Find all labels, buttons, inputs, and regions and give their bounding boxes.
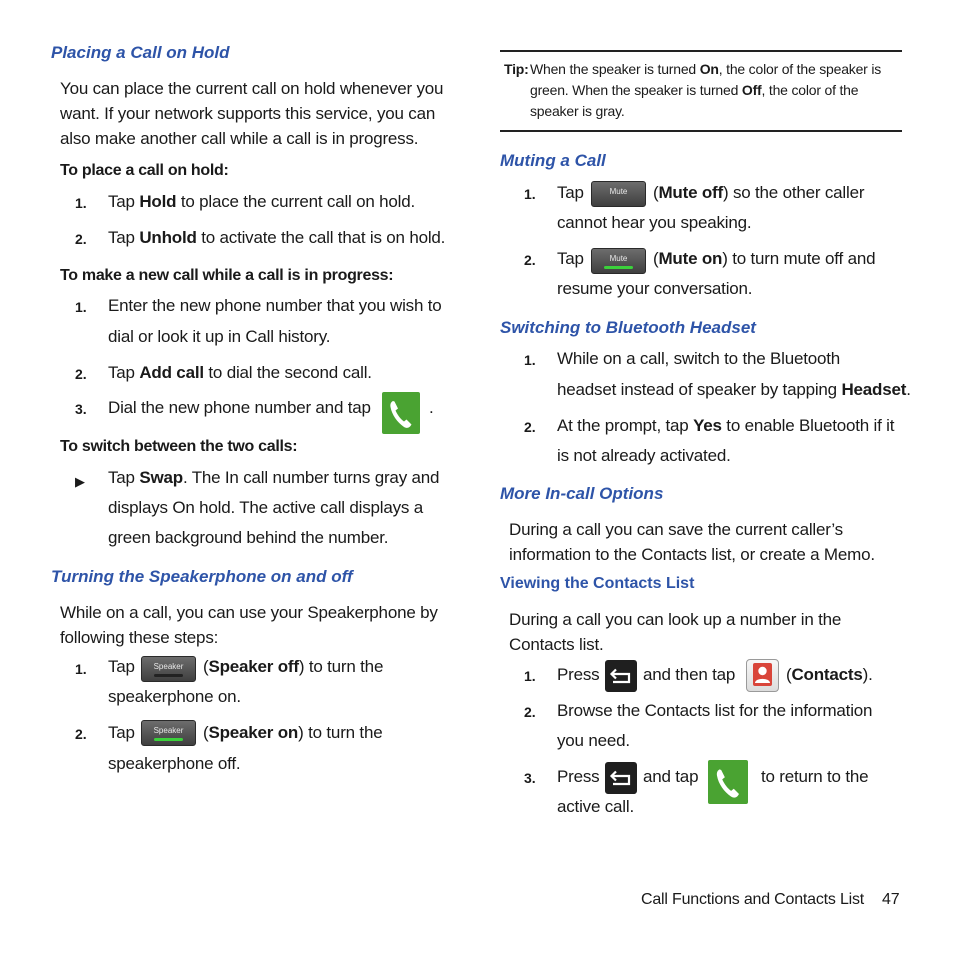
speaker-step-2-tap: Tap bbox=[108, 723, 135, 742]
step-number: 2. bbox=[524, 704, 536, 720]
new-call-step-2: Tap Add call to dial the second call. bbox=[108, 363, 372, 382]
contacts-step-3-mid: and tap bbox=[643, 767, 699, 786]
hold-lead-new-call: To make a new call while a call is in progress: bbox=[60, 267, 394, 284]
mute-step-2-tap: Tap bbox=[557, 249, 584, 268]
step-number: 3. bbox=[75, 401, 87, 417]
contacts-icon bbox=[746, 659, 779, 692]
new-call-step-1-line-1: Enter the new phone number that you wish to bbox=[108, 296, 442, 315]
contacts-step-1-press: Press bbox=[557, 665, 600, 684]
tip-bottom-rule bbox=[500, 130, 902, 132]
mute-off-button bbox=[591, 181, 646, 207]
period: . bbox=[429, 398, 434, 417]
step-number: 1. bbox=[75, 299, 87, 315]
hold-step-1: Tap Hold to place the current call on hold. bbox=[108, 192, 416, 211]
step-number: 2. bbox=[524, 419, 536, 435]
speaker-on-button bbox=[141, 720, 196, 746]
step-number: 2. bbox=[75, 231, 87, 247]
bullet-arrow-icon: ▶ bbox=[75, 474, 85, 489]
contacts-step-3-press: Press bbox=[557, 767, 600, 786]
speaker-button-label: Speaker bbox=[153, 726, 184, 735]
hold-lead-place: To place a call on hold: bbox=[60, 162, 229, 179]
speaker-intro: While on a call, you can use your Speakerphone by following these steps: bbox=[60, 603, 438, 647]
options-intro: During a call you can save the current caller’s information to the Contacts list, or create a Memo. bbox=[509, 520, 875, 564]
contacts-step-2-line-2: you need. bbox=[557, 731, 630, 750]
step-number: 2. bbox=[75, 366, 87, 382]
mute-on-indicator bbox=[604, 266, 633, 269]
tip-line-1: When the speaker is turned On, the color of the speaker is bbox=[530, 61, 882, 77]
speaker-off-button bbox=[141, 656, 196, 682]
hold-lead-switch: To switch between the two calls: bbox=[60, 438, 298, 455]
hold-heading: Placing a Call on Hold bbox=[51, 43, 230, 62]
contacts-heading: Viewing the Contacts List bbox=[500, 575, 695, 592]
mute-step-2-text: (Mute on) to turn mute off and bbox=[653, 249, 876, 268]
speaker-off-indicator bbox=[154, 674, 183, 677]
contacts-step-3-line-2: active call. bbox=[557, 797, 634, 816]
speaker-step-1-line-2: speakerphone on. bbox=[108, 687, 241, 706]
tip-label: Tip: bbox=[504, 61, 529, 77]
new-call-step-3: Dial the new phone number and tap bbox=[108, 398, 371, 417]
contacts-step-2-line-1: Browse the Contacts list for the information bbox=[557, 701, 873, 720]
step-number: 1. bbox=[524, 668, 536, 684]
step-number: 2. bbox=[524, 252, 536, 268]
tip-line-2: green. When the speaker is turned Off, the color of the bbox=[530, 82, 859, 98]
back-icon bbox=[605, 762, 637, 794]
bluetooth-step-2-line-2: is not already activated. bbox=[557, 446, 731, 465]
speaker-step-2-line-2: speakerphone off. bbox=[108, 754, 241, 773]
hold-intro: You can place the current call on hold whenever you want. If your network supports this service, you can also make another call while a call is in progress. bbox=[60, 79, 444, 148]
options-heading: More In-call Options bbox=[500, 484, 664, 503]
bluetooth-step-2-line-1: At the prompt, tap Yes to enable Bluetooth if it bbox=[557, 416, 895, 435]
tip-line-3: speaker is gray. bbox=[530, 103, 625, 119]
step-number: 2. bbox=[75, 726, 87, 742]
contacts-step-3-post: to return to the bbox=[761, 767, 869, 786]
speaker-step-1-tap: Tap bbox=[108, 657, 135, 676]
phone-icon bbox=[382, 392, 420, 434]
speaker-heading: Turning the Speakerphone on and off bbox=[51, 567, 353, 586]
speaker-button-label: Speaker bbox=[153, 662, 184, 671]
speaker-step-1-text: (Speaker off) to turn the bbox=[203, 657, 384, 676]
mute-step-1-tap: Tap bbox=[557, 183, 584, 202]
mute-step-2-line-2: resume your conversation. bbox=[557, 279, 753, 298]
contacts-step-1-text: (Contacts). bbox=[786, 665, 873, 684]
mute-step-1-text: (Mute off) so the other caller bbox=[653, 183, 865, 202]
swap-line-3: green background behind the number. bbox=[108, 528, 389, 547]
phone-icon bbox=[708, 760, 748, 804]
tip-top-rule bbox=[500, 50, 902, 52]
step-number: 1. bbox=[75, 195, 87, 211]
footer-section-title: Call Functions and Contacts List bbox=[641, 891, 865, 908]
bluetooth-step-1-line-2: headset instead of speaker by tapping Headset. bbox=[557, 380, 911, 399]
swap-line-1: Tap Swap. The In call number turns gray and bbox=[108, 468, 440, 487]
mute-on-button bbox=[591, 248, 646, 274]
hold-step-2: Tap Unhold to activate the call that is on hold. bbox=[108, 228, 446, 247]
new-call-step-1-line-2: dial or look it up in Call history. bbox=[108, 327, 331, 346]
contacts-intro: During a call you can look up a number in the Contacts list. bbox=[509, 610, 842, 654]
step-number: 1. bbox=[524, 186, 536, 202]
swap-line-2: displays On hold. The active call displays a bbox=[108, 498, 423, 517]
back-icon bbox=[605, 660, 637, 692]
step-number: 1. bbox=[524, 352, 536, 368]
step-number: 1. bbox=[75, 661, 87, 677]
mute-button-label: Mute bbox=[609, 254, 628, 263]
speaker-on-indicator bbox=[154, 738, 183, 741]
speaker-step-2-text: (Speaker on) to turn the bbox=[203, 723, 383, 742]
contacts-step-1-mid: and then tap bbox=[643, 665, 736, 684]
page-number: 47 bbox=[882, 891, 900, 908]
step-number: 3. bbox=[524, 770, 536, 786]
mute-heading: Muting a Call bbox=[500, 151, 606, 170]
bluetooth-heading: Switching to Bluetooth Headset bbox=[500, 318, 756, 337]
mute-button-label: Mute bbox=[609, 187, 628, 196]
mute-step-1-line-2: cannot hear you speaking. bbox=[557, 213, 752, 232]
bluetooth-step-1-line-1: While on a call, switch to the Bluetooth bbox=[557, 349, 841, 368]
